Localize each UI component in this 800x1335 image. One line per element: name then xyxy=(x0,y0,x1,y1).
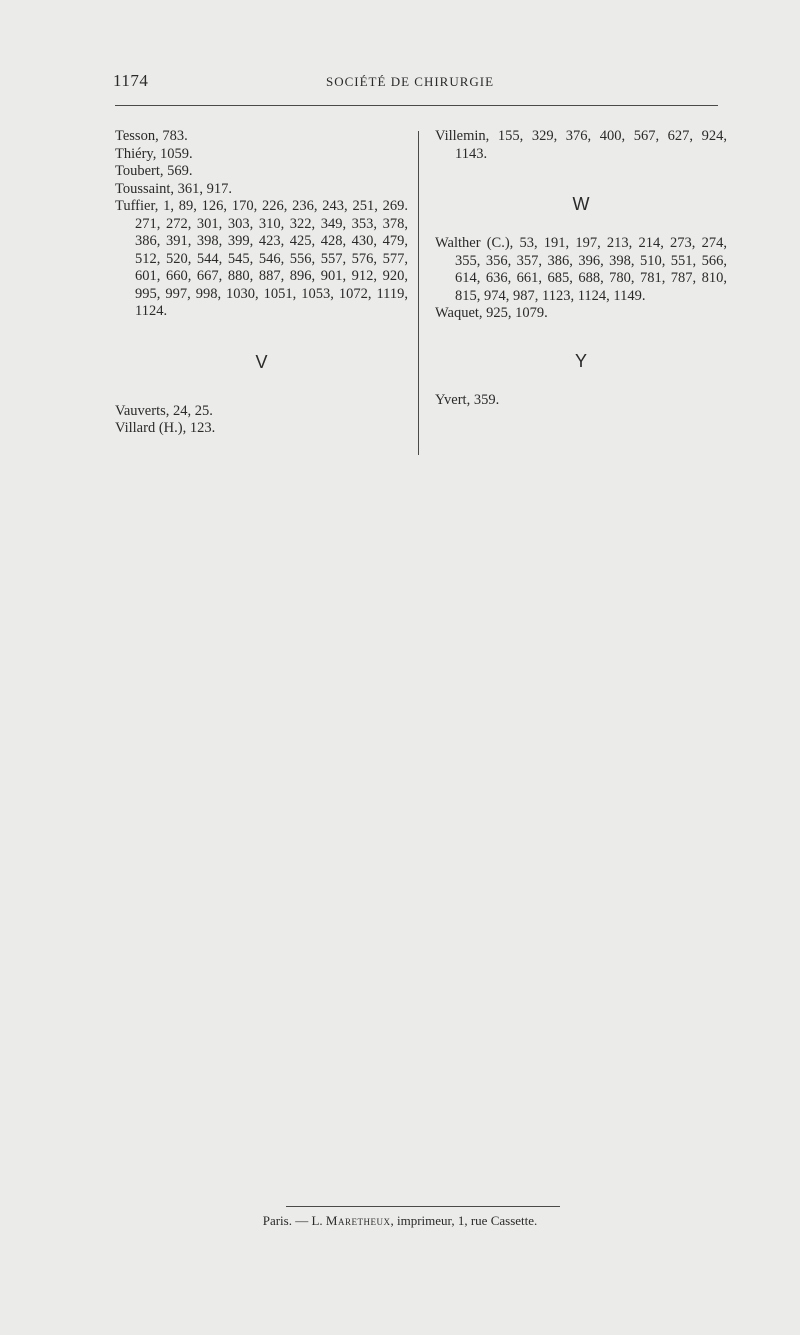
imprint-prefix: Paris. — L. xyxy=(262,1213,323,1228)
printer-imprint xyxy=(0,1213,800,1229)
column-divider xyxy=(418,131,419,455)
header-rule xyxy=(115,105,718,106)
index-entry: Waquet, 925, 1079. xyxy=(435,305,548,321)
section-letter-y: Y xyxy=(574,350,587,371)
section-letter-w: W xyxy=(572,194,590,214)
running-title: SOCIÉTÉ DE CHIRURGIE xyxy=(326,74,495,89)
imprint-printer-name: Maretheux xyxy=(325,1213,391,1228)
imprint-suffix: , imprimeur, 1, rue Cassette. xyxy=(390,1213,538,1228)
index-entry: Yvert, 359. xyxy=(435,391,500,408)
index-entry: Villemin, 155, 329, 376, 400, 567, 627, 924, 1143. xyxy=(435,128,727,162)
section-letter-v: V xyxy=(255,351,268,372)
footer-rule xyxy=(286,1206,560,1207)
index-entry: Thiéry, 1059. xyxy=(115,145,193,162)
index-column-right xyxy=(435,128,727,409)
index-entry: Vauverts, 24, 25. xyxy=(115,402,213,419)
index-entry: Villard (H.), 123. xyxy=(115,420,216,436)
index-entry: Walther (C.), 53, 191, 197, 213, 214, 273, 274, 355, 356, 357, 386, 396, 398, 510, 551, 566, 614, 636, 661, 685, 688, 780, 781, 787, 810, 815, 974, 987, 1123, 1124, 1149. xyxy=(435,235,727,304)
page-number: 1174 xyxy=(113,71,149,90)
index-entry: Tuffier, 1, 89, 126, 170, 226, 236, 243, 251, 269. 271, 272, 301, 303, 310, 322, 349, 353, 378, 386, 391, 398, 399, 423, 425, 428, 430, 479, 512, 520, 544, 545, 546, 556, 557, 576, 577, 601, 660, 667, 880, 887, 896, 901, 912, 920, 995, 997, 998, 1030, 1051, 1053, 1072, 1119, 1124. xyxy=(115,198,408,319)
index-entry: Tesson, 783. xyxy=(115,128,188,144)
index-column-left xyxy=(115,128,408,438)
index-entry: Toubert, 569. xyxy=(115,163,193,179)
index-entry: Toussaint, 361, 917. xyxy=(115,180,232,197)
